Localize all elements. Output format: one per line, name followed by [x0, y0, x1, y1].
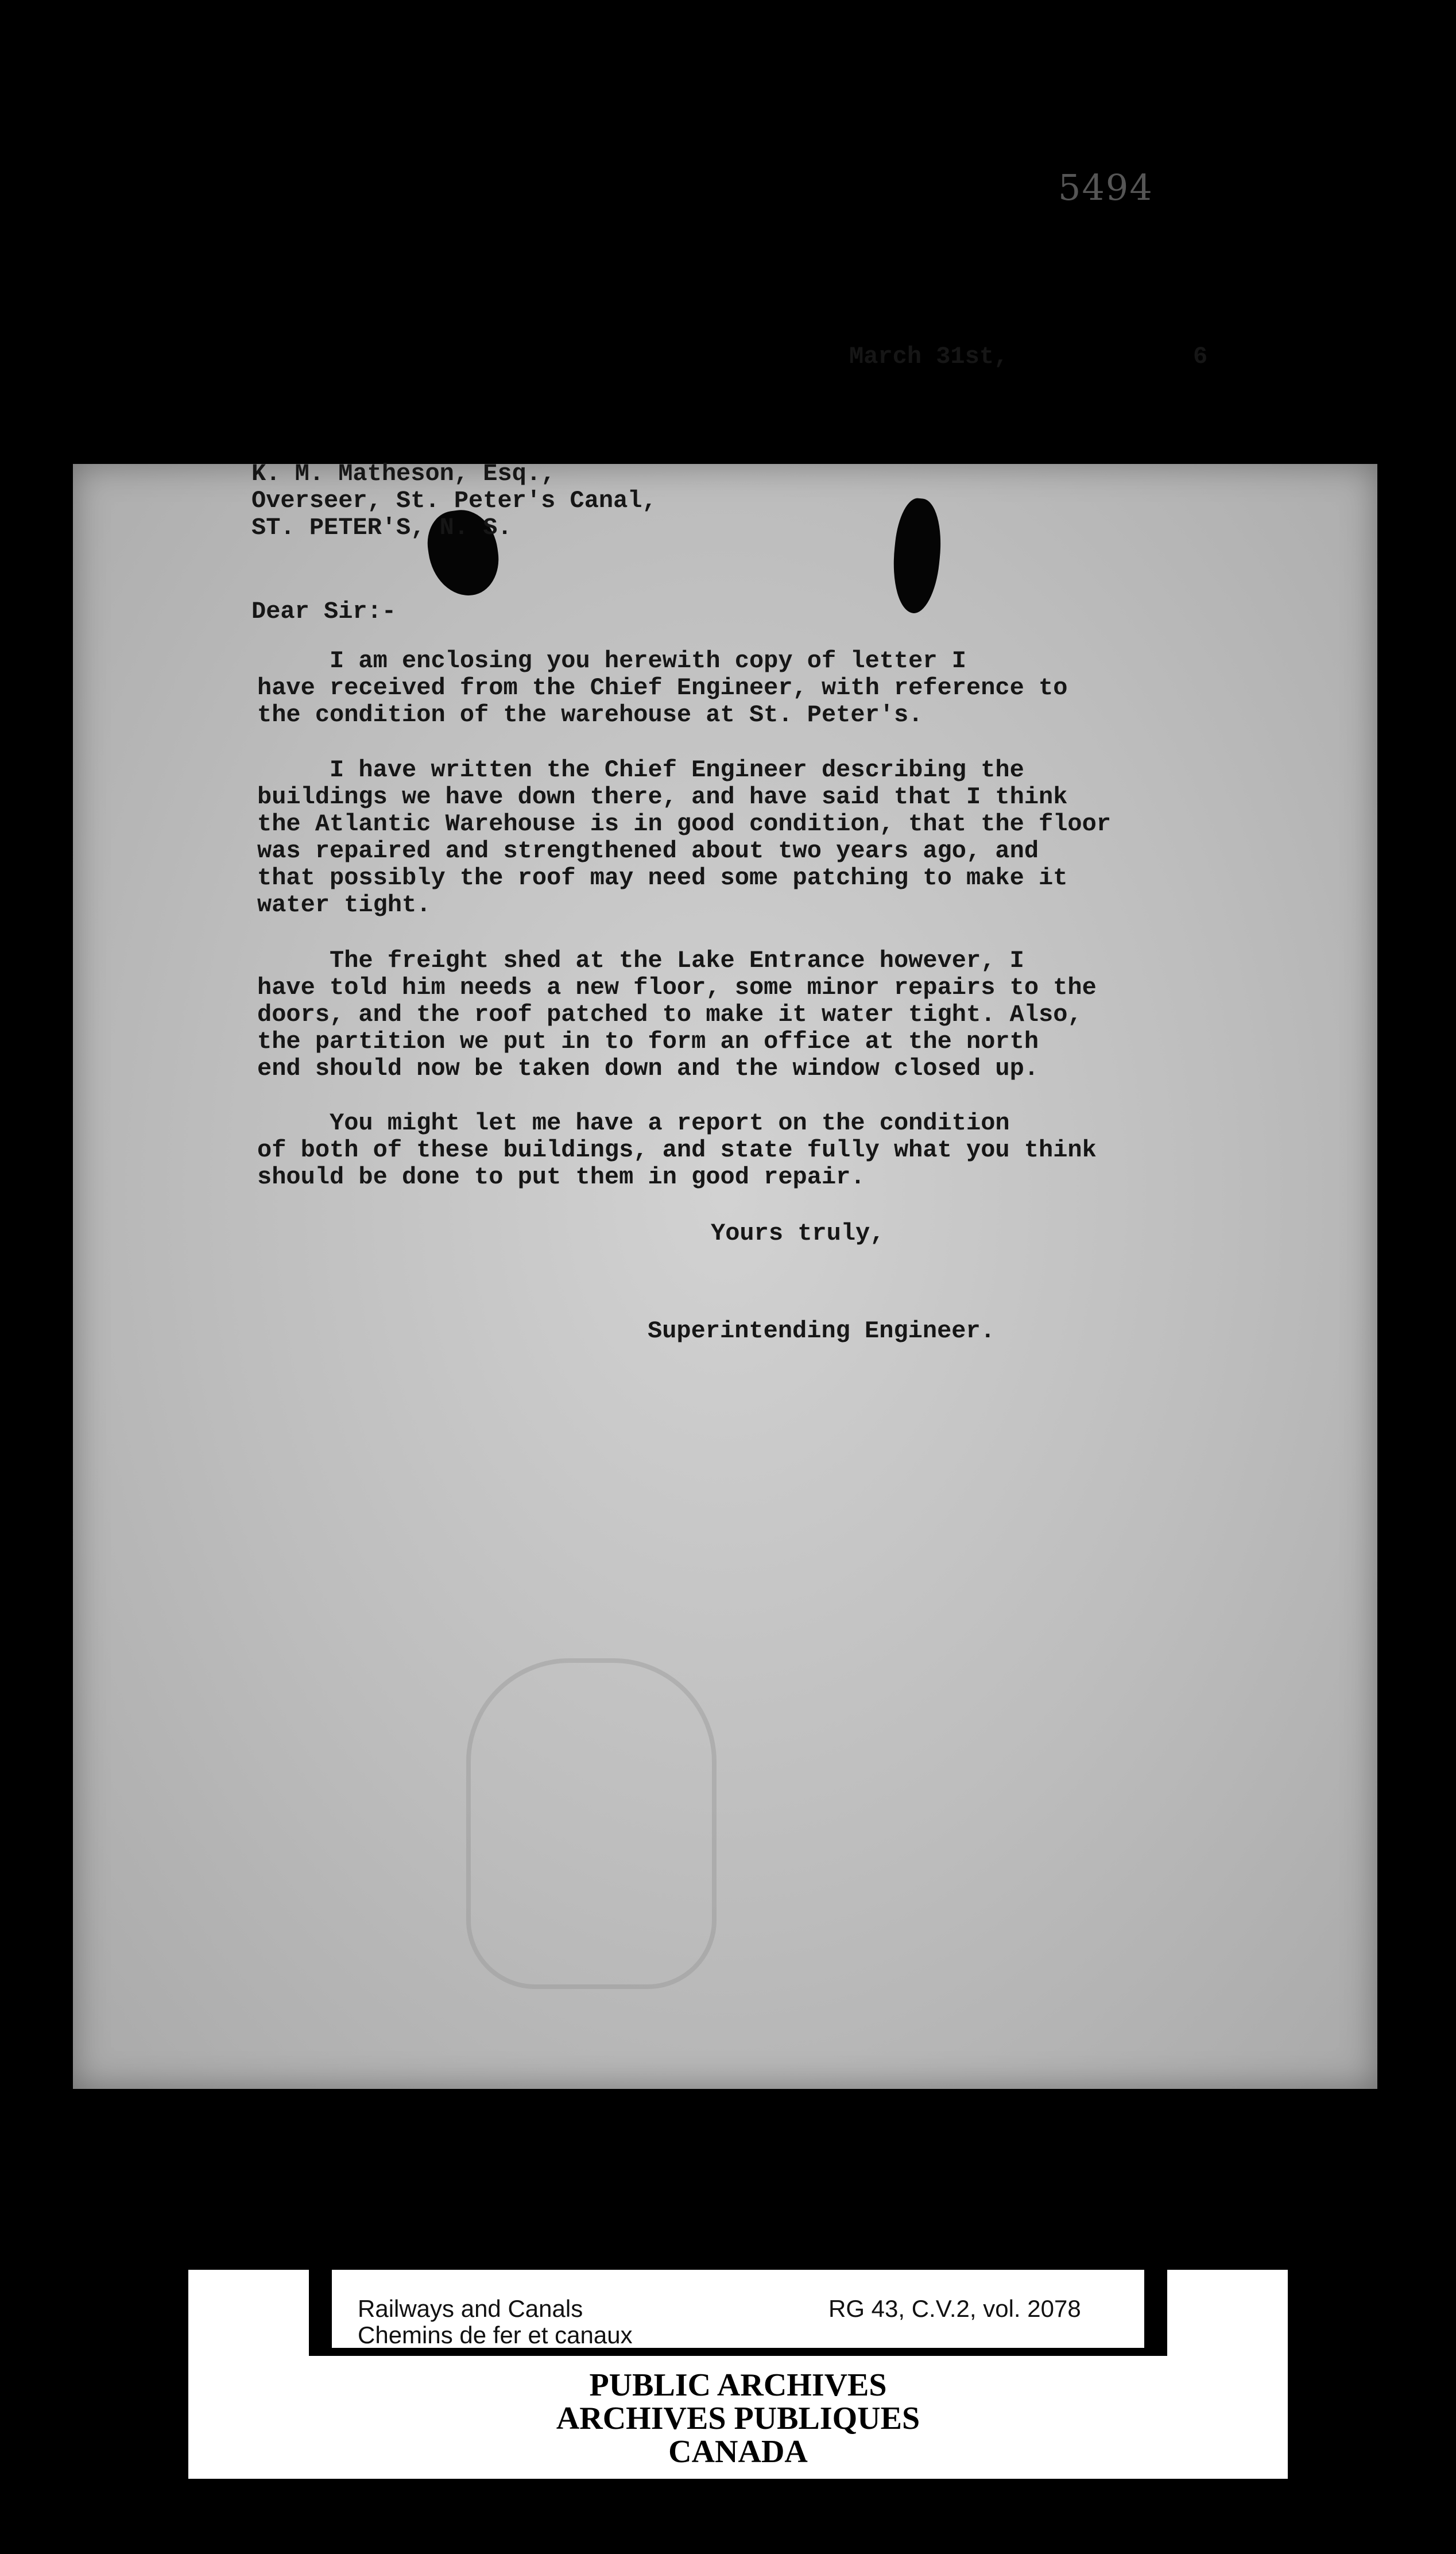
closing: Yours truly,	[711, 1220, 885, 1247]
department-french: Chemins de fer et canaux	[358, 2321, 633, 2348]
archives-title-french: ARCHIVES PUBLIQUES	[556, 2401, 920, 2436]
department-english: Railways and Canals	[358, 2295, 583, 2322]
body-paragraph-1: I am enclosing you herewith copy of letter I have received from the Chief Engineer, with reference to the condition of the warehouse at St. Peter's.	[257, 647, 1068, 729]
handwritten-file-number: 5494	[1058, 167, 1153, 208]
punch-hole-right	[888, 496, 946, 615]
letter-date: March 31st,	[849, 343, 1009, 370]
body-paragraph-2: I have written the Chief Engineer describing the buildings we have down there, and have said that I think the Atlantic Warehouse is in good condition, that the floor was repaired and strengthened about two years ago, and that possibly the roof may need some patching to make it water tight.	[257, 756, 1112, 919]
archives-title-english: PUBLIC ARCHIVES	[589, 2367, 887, 2403]
archive-label-strip	[309, 2270, 1167, 2356]
faded-stamp-watermark	[466, 1658, 717, 1989]
page-number: 6	[1193, 343, 1208, 370]
signature-title: Superintending Engineer.	[648, 1317, 995, 1345]
salutation: Dear Sir:-	[251, 598, 397, 625]
archive-label-info	[332, 2270, 1144, 2348]
body-paragraph-3: The freight shed at the Lake Entrance however, I have told him needs a new floor, some minor repairs to the doors, and the roof patched to make it water tight. Also, the partition we put in to form an office at the north end should now be taken down and the window closed up.	[257, 947, 1097, 1082]
recipient-address: K. M. Matheson, Esq., Overseer, St. Peter's Canal, ST. PETER'S, N. S.	[251, 460, 657, 541]
archive-label-card	[188, 2270, 1288, 2479]
archives-country: CANADA	[668, 2434, 808, 2470]
body-paragraph-4: You might let me have a report on the condition of both of these buildings, and state fully what you think should be done to put them in good repair.	[257, 1109, 1097, 1191]
archive-reference: RG 43, C.V.2, vol. 2078	[828, 2295, 1081, 2322]
